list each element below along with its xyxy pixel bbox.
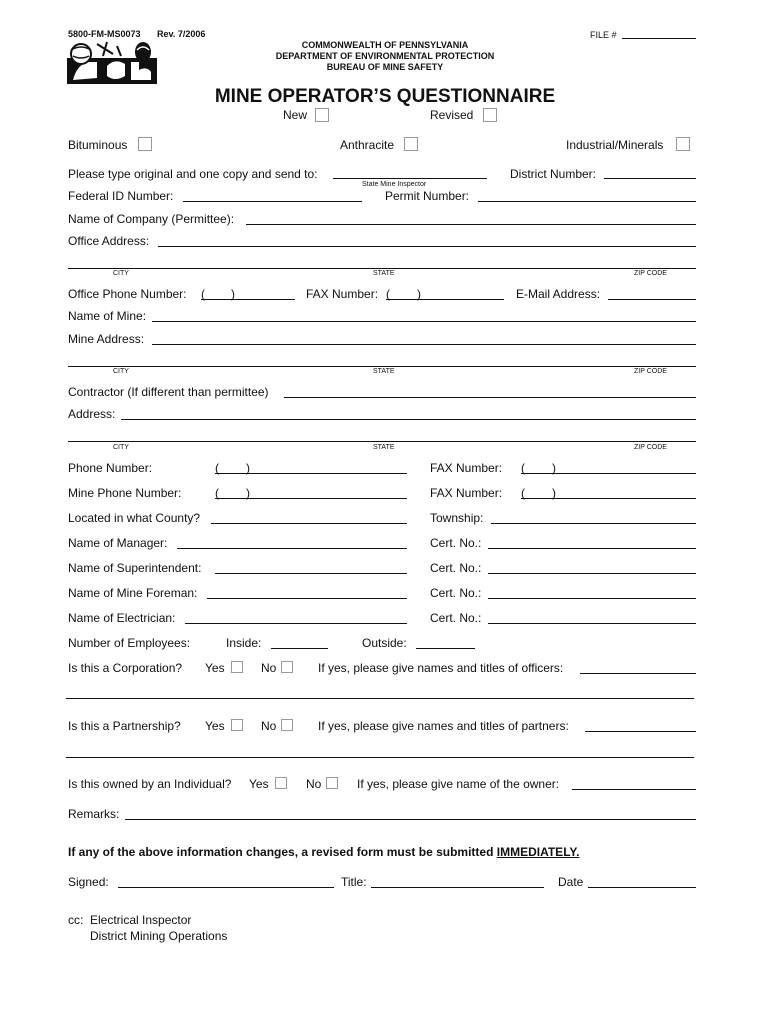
owner-label: If yes, please give name of the owner: — [357, 777, 560, 791]
contractor-state-caption: STATE — [373, 444, 395, 451]
office-phone-field[interactable] — [201, 299, 295, 300]
mine-fax-field[interactable] — [521, 498, 696, 499]
mine-name-field[interactable] — [152, 321, 696, 322]
electrician-cert-field[interactable] — [488, 623, 696, 624]
fax-number-label: FAX Number: — [430, 461, 503, 475]
corporation-no-checkbox[interactable] — [281, 661, 293, 673]
date-label: Date — [558, 875, 584, 889]
contractor-address-label: Address: — [68, 407, 116, 421]
mine-name-label: Name of Mine: — [68, 309, 147, 323]
individual-yes-label: Yes — [249, 777, 269, 791]
township-label: Township: — [430, 511, 484, 525]
manager-field[interactable] — [177, 548, 407, 549]
bituminous-checkbox[interactable] — [138, 137, 152, 151]
electrician-label: Name of Electrician: — [68, 611, 176, 625]
company-name-field[interactable] — [246, 224, 696, 225]
contractor-zip-caption: ZIP CODE — [634, 444, 667, 451]
phone-number-label: Phone Number: — [68, 461, 153, 475]
state-mine-inspector-caption: State Mine Inspector — [362, 181, 427, 188]
county-field[interactable] — [211, 523, 407, 524]
district-number-field[interactable] — [604, 178, 696, 179]
revision-date: Rev. 7/2006 — [157, 29, 206, 39]
superintendent-field[interactable] — [215, 573, 407, 574]
mine-fax-paren-open: ( — [521, 486, 525, 500]
mine-address-field[interactable] — [152, 344, 696, 345]
date-field[interactable] — [588, 887, 696, 888]
superintendent-cert-field[interactable] — [488, 573, 696, 574]
partners-label: If yes, please give names and titles of partners: — [318, 719, 569, 733]
contractor-city-caption: CITY — [113, 444, 129, 451]
corporation-yes-checkbox[interactable] — [231, 661, 243, 673]
officers-line2[interactable] — [66, 698, 694, 699]
office-fax-paren-open: ( — [386, 287, 390, 301]
agency-commonwealth: COMMONWEALTH OF PENNSYLVANIA — [301, 40, 469, 50]
foreman-cert-label: Cert. No.: — [430, 586, 482, 600]
revised-label: Revised — [430, 108, 474, 122]
remarks-field[interactable] — [125, 819, 696, 820]
new-checkbox[interactable] — [315, 108, 329, 122]
mine-fax-label: FAX Number: — [430, 486, 503, 500]
officers-label: If yes, please give names and titles of officers: — [318, 661, 564, 675]
mine-state-caption: STATE — [373, 368, 395, 375]
partnership-no-label: No — [261, 719, 277, 733]
outside-label: Outside: — [362, 636, 407, 650]
zip-caption: ZIP CODE — [634, 270, 667, 277]
partners-field[interactable] — [585, 731, 696, 732]
send-to-field[interactable] — [333, 178, 487, 179]
mine-city-caption: CITY — [113, 368, 129, 375]
agency-bureau: BUREAU OF MINE SAFETY — [326, 62, 444, 72]
partnership-question: Is this a Partnership? — [68, 719, 181, 733]
office-fax-field[interactable] — [386, 299, 504, 300]
signed-field[interactable] — [118, 887, 334, 888]
contractor-label: Contractor (If different than permittee) — [68, 385, 269, 399]
office-address-line2[interactable] — [68, 268, 696, 269]
individual-no-checkbox[interactable] — [326, 777, 338, 789]
mine-phone-label: Mine Phone Number: — [68, 486, 182, 500]
city-caption: CITY — [113, 270, 129, 277]
individual-yes-checkbox[interactable] — [275, 777, 287, 789]
revision-notice-text: If any of the above information changes, a revised form must be submitted — [68, 845, 497, 859]
anthracite-checkbox[interactable] — [404, 137, 418, 151]
corporation-no-label: No — [261, 661, 277, 675]
bituminous-label: Bituminous — [68, 138, 128, 152]
industrial-checkbox[interactable] — [676, 137, 690, 151]
foreman-label: Name of Mine Foreman: — [68, 586, 198, 600]
mine-fax-paren-close: ) — [552, 486, 556, 500]
foreman-cert-field[interactable] — [488, 598, 696, 599]
partners-line2[interactable] — [66, 757, 694, 758]
mine-phone-paren-open: ( — [215, 486, 219, 500]
office-phone-label: Office Phone Number: — [68, 287, 187, 301]
dep-logo — [67, 40, 157, 86]
manager-cert-field[interactable] — [488, 548, 696, 549]
form-number: 5800-FM-MS0073 — [68, 29, 141, 39]
email-field[interactable] — [608, 299, 696, 300]
manager-label: Name of Manager: — [68, 536, 168, 550]
anthracite-label: Anthracite — [340, 138, 395, 152]
employees-label: Number of Employees: — [68, 636, 191, 650]
revision-notice-emphasis: IMMEDIATELY. — [496, 845, 580, 859]
revision-notice — [68, 845, 579, 859]
district-number-label: District Number: — [510, 167, 597, 181]
cc-district-mining-operations: District Mining Operations — [90, 929, 228, 943]
office-fax-paren-close: ) — [417, 287, 421, 301]
agency-department: DEPARTMENT OF ENVIRONMENTAL PROTECTION — [275, 51, 495, 61]
partnership-yes-checkbox[interactable] — [231, 719, 243, 731]
electrician-field[interactable] — [185, 623, 407, 624]
superintendent-cert-label: Cert. No.: — [430, 561, 482, 575]
form-title: MINE OPERATOR’S QUESTIONNAIRE — [214, 86, 556, 107]
send-to-label: Please type original and one copy and send to: — [68, 167, 318, 181]
officers-field[interactable] — [580, 673, 696, 674]
partnership-yes-label: Yes — [205, 719, 225, 733]
office-address-label: Office Address: — [68, 234, 150, 248]
individual-no-label: No — [306, 777, 322, 791]
contractor-address-line2[interactable] — [68, 441, 696, 442]
revised-checkbox[interactable] — [483, 108, 497, 122]
mine-address-label: Mine Address: — [68, 332, 145, 346]
title-field[interactable] — [371, 887, 544, 888]
title-field-label: Title: — [341, 875, 367, 889]
office-phone-paren-close: ) — [231, 287, 235, 301]
corporation-yes-label: Yes — [205, 661, 225, 675]
township-field[interactable] — [491, 523, 696, 524]
mine-phone-field[interactable] — [215, 498, 407, 499]
company-name-label: Name of Company (Permittee): — [68, 212, 235, 226]
remarks-label: Remarks: — [68, 807, 120, 821]
industrial-label: Industrial/Minerals — [566, 138, 664, 152]
cc-label: cc: — [68, 913, 84, 927]
federal-id-field[interactable] — [183, 201, 362, 202]
county-label: Located in what County? — [68, 511, 201, 525]
permit-number-field[interactable] — [478, 201, 696, 202]
fax-number-field[interactable] — [521, 473, 696, 474]
state-caption: STATE — [373, 270, 395, 277]
new-label: New — [283, 108, 308, 122]
fax-paren-close: ) — [552, 461, 556, 475]
partnership-no-checkbox[interactable] — [281, 719, 293, 731]
cc-electrical-inspector: Electrical Inspector — [90, 913, 192, 927]
file-number-label: FILE # — [590, 30, 617, 40]
permit-number-label: Permit Number: — [385, 189, 470, 203]
inside-label: Inside: — [226, 636, 262, 650]
phone-number-field[interactable] — [215, 473, 407, 474]
email-label: E-Mail Address: — [516, 287, 601, 301]
mine-address-line2[interactable] — [68, 366, 696, 367]
signed-label: Signed: — [68, 875, 109, 889]
foreman-field[interactable] — [207, 598, 407, 599]
office-phone-area-code: ( — [201, 287, 205, 301]
outside-field[interactable] — [416, 648, 475, 649]
phone-paren-open: ( — [215, 461, 219, 475]
manager-cert-label: Cert. No.: — [430, 536, 482, 550]
federal-id-label: Federal ID Number: — [68, 189, 174, 203]
mine-zip-caption: ZIP CODE — [634, 368, 667, 375]
phone-paren-close: ) — [246, 461, 250, 475]
file-number-line[interactable] — [622, 38, 696, 39]
inside-field[interactable] — [271, 648, 328, 649]
electrician-cert-label: Cert. No.: — [430, 611, 482, 625]
corporation-question: Is this a Corporation? — [68, 661, 183, 675]
contractor-address-field[interactable] — [121, 419, 696, 420]
superintendent-label: Name of Superintendent: — [68, 561, 202, 575]
office-address-field[interactable] — [158, 246, 696, 247]
individual-question: Is this owned by an Individual? — [68, 777, 232, 791]
fax-paren-open: ( — [521, 461, 525, 475]
office-fax-label: FAX Number: — [306, 287, 379, 301]
contractor-field[interactable] — [284, 397, 696, 398]
mine-phone-paren-close: ) — [246, 486, 250, 500]
owner-field[interactable] — [572, 789, 696, 790]
